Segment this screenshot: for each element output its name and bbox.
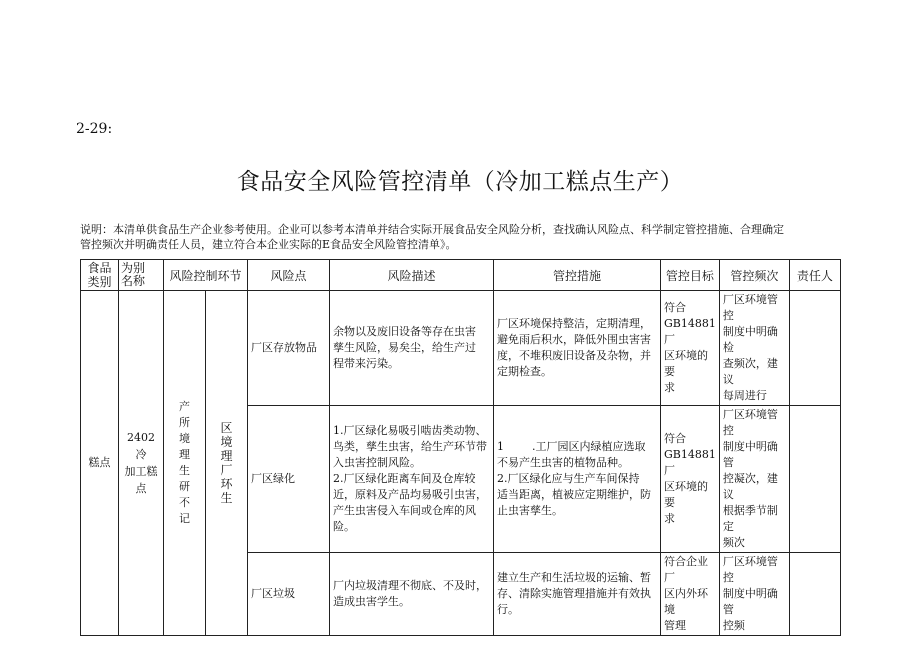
header-name: 为别 名称 (119, 260, 164, 291)
control-frequency-cell: 厂区环境管控 制度中明确管 控频 (719, 553, 789, 636)
risk-description-cell: 厂内垃圾清理不彻底、不及时， 造成虫害学生。 (330, 553, 494, 636)
control-frequency-cell: 厂区环境管控 制度中明确管 控凝次，建议 根据季节制定 频次 (719, 406, 789, 553)
control-link-sub-cell: 区 境 理 厂 环 生 (206, 291, 248, 636)
header-control-link: 风险控制环节 (164, 260, 248, 291)
responsible-cell (789, 553, 840, 636)
control-target-cell: 符合 GB14881厂 区环境的要 求 (661, 406, 720, 553)
product-name-cell: 2402冷 加工糕 点 (119, 291, 164, 636)
risk-description-cell: 1.厂区绿化易吸引啮齿类动物、 鸟类，孳生虫害，给生产环节带 入虫害控制风险。 2.厂区绿化距离车间及仓库较 近，原料及产品均易吸引虫害， 产生虫害侵入车间或仓库的风 险。 (330, 406, 494, 553)
page-title: 食品安全风险管控清单（冷加工糕点生产） (236, 169, 684, 195)
risk-point-cell: 厂区绿化 (248, 406, 330, 553)
header-category: 食品 类别 (81, 260, 119, 291)
header-control-measures: 管控措施 (494, 260, 661, 291)
note-line-2: 管控频次并明确责任人员，建立符合本企业实际的E食品安全风险管控清单》。 (80, 238, 457, 251)
risk-control-table (80, 259, 841, 636)
control-measures-cell: 1 .工厂园区内绿植应选取 不易产生虫害的植物品种。 2.厂区绿化应与生产车间保持 适当距离，植被应定期维护，防 止虫害孳生。 (494, 406, 661, 553)
control-measures-cell: 厂区环境保持整洁，定期清理， 避免雨后积水，降低外围虫害害 度，不堆积废旧设备及杂物，并 定期检查。 (494, 291, 661, 406)
control-frequency-cell: 厂区环境管控 制度中明确检 查频次，建议 每周进行 (719, 291, 789, 406)
responsible-cell (789, 406, 840, 553)
risk-description-cell: 余物以及废旧设备等存在虫害 孳生风险，易矣尘，给生产过 程带来污染。 (330, 291, 494, 406)
risk-point-cell: 厂区垃圾 (248, 553, 330, 636)
header-control-frequency: 管控频次 (719, 260, 789, 291)
note-line-1: 说明：本清单供食品生产企业参考使用。企业可以参考本清单并结合实际开展食品安全风险分析，查找确认风险点、科学制定管控措施、合理确定 (80, 223, 784, 236)
category-cell: 糕点 (81, 291, 119, 636)
header-control-target: 管控目标 (661, 260, 720, 291)
table-header-row (81, 260, 841, 291)
risk-point-cell: 厂区存放物品 (248, 291, 330, 406)
control-target-cell: 符合 GB14881厂 区环境的要 求 (661, 291, 720, 406)
table-row (81, 291, 841, 406)
responsible-cell (789, 291, 840, 406)
instruction-note (80, 222, 858, 252)
page-number: 2-29: (76, 121, 113, 137)
control-target-cell: 符合企业厂 区内外环境 管理 (661, 553, 720, 636)
header-responsible: 责任人 (789, 260, 840, 291)
header-risk-point: 风险点 (248, 260, 330, 291)
control-measures-cell: 建立生产和生活垃圾的运输、暂 存、清除实施管理措施并有效执 行。 (494, 553, 661, 636)
control-link-main-cell: 产 所 境 理 生 研 不 记 (164, 291, 206, 636)
header-risk-description: 风险描述 (330, 260, 494, 291)
